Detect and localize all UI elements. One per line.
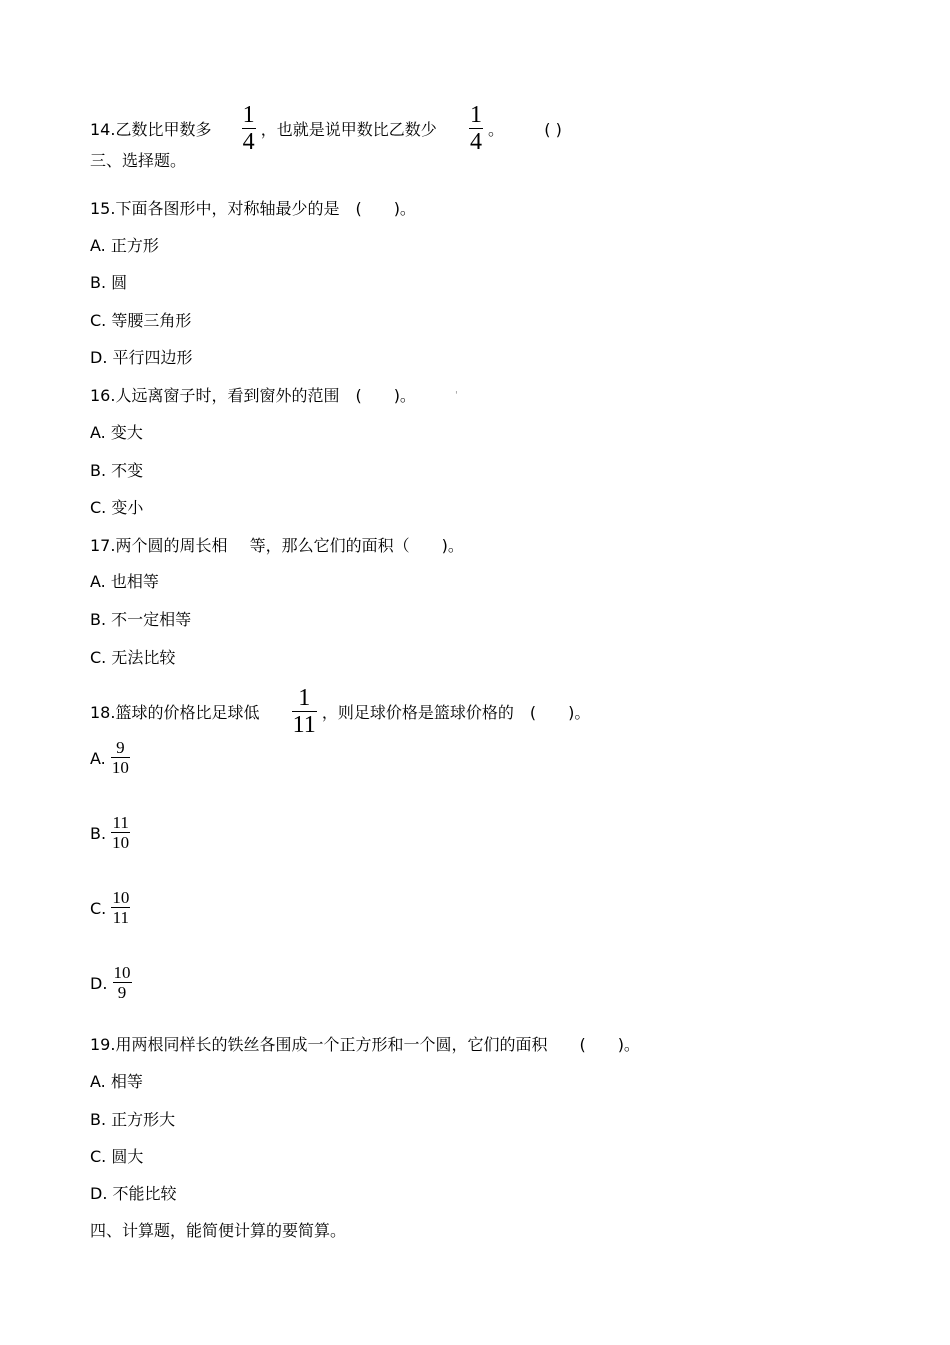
q19-option-c[interactable]: C. 圆大 — [90, 1147, 144, 1166]
q14-text-middle: ，也就是说甲数比乙数少 — [260, 120, 437, 139]
q18-option-d[interactable]: D. $\frac{10}{9}$ — [90, 963, 131, 1002]
section-3-heading: 三、选择题。 — [90, 151, 187, 170]
stray-mark: ' — [455, 390, 458, 401]
q18-option-a[interactable]: A. $\frac{9}{10}$ — [90, 738, 129, 777]
q16-option-a[interactable]: A. 变大 — [90, 423, 143, 442]
q15-option-c[interactable]: C. 等腰三角形 — [90, 311, 192, 330]
q14-text-after: 。 — [488, 120, 505, 139]
q18-option-c-fraction: $\frac{10}{11}$ — [112, 888, 130, 927]
question-19-stem: 19.用两根同样长的铁丝各围成一个正方形和一个圆，它们的面积 ( )。 — [90, 1035, 640, 1054]
q15-option-d[interactable]: D. 平行四边形 — [90, 348, 193, 367]
q16-option-b[interactable]: B. 不变 — [90, 461, 144, 480]
q18-option-d-fraction: $\frac{10}{9}$ — [113, 963, 131, 1002]
q16-option-c[interactable]: C. 变小 — [90, 498, 144, 517]
q17-stem-part-a: 17.两个圆的周长相 — [90, 536, 228, 555]
q14-text-before: 14.乙数比甲数多 — [90, 120, 212, 139]
q19-option-d[interactable]: D. 不能比较 — [90, 1184, 177, 1203]
question-14 — [90, 102, 562, 156]
q18-fraction: $\frac{1}{11}$ — [292, 685, 316, 738]
q17-option-b[interactable]: B. 不一定相等 — [90, 610, 192, 629]
q15-option-a[interactable]: A. 正方形 — [90, 236, 159, 255]
q17-stem-part-b: 等，那么它们的面积（ )。 — [249, 536, 464, 555]
q18-text-before: 18.篮球的价格比足球低 — [90, 703, 260, 722]
q18-option-b-fraction: $\frac{11}{10}$ — [112, 813, 130, 852]
question-15-stem: 15.下面各图形中，对称轴最少的是 ( )。 — [90, 199, 416, 218]
q17-option-c[interactable]: C. 无法比较 — [90, 648, 176, 667]
section-4-heading: 四、计算题，能简便计算的要简算。 — [90, 1221, 347, 1240]
q14-fraction-1: $\frac{1}{4}$ — [242, 102, 255, 155]
q14-answer-blank[interactable]: ( ) — [544, 120, 562, 139]
q19-option-b[interactable]: B. 正方形大 — [90, 1110, 176, 1129]
q18-option-a-fraction: $\frac{9}{10}$ — [111, 738, 129, 777]
q18-option-c[interactable]: C. $\frac{10}{11}$ — [90, 888, 130, 927]
question-18-stem — [90, 685, 591, 739]
q19-option-a[interactable]: A. 相等 — [90, 1072, 143, 1091]
q18-option-b[interactable]: B. $\frac{11}{10}$ — [90, 813, 130, 852]
q15-option-b[interactable]: B. 圆 — [90, 273, 128, 292]
q18-text-after: ，则足球价格是篮球价格的 ( )。 — [321, 703, 591, 722]
q17-option-a[interactable]: A. 也相等 — [90, 572, 159, 591]
question-17-stem — [90, 536, 464, 556]
q14-fraction-2: $\frac{1}{4}$ — [469, 102, 482, 155]
question-16-stem: 16.人远离窗子时，看到窗外的范围 ( )。 — [90, 386, 416, 405]
